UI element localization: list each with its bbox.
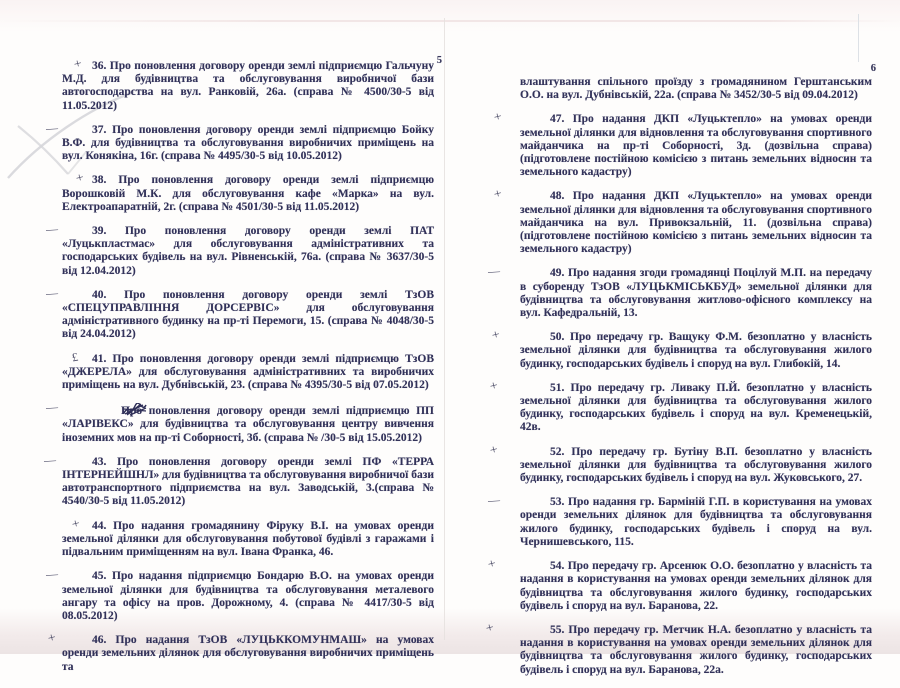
handwritten-mark: + — [74, 171, 86, 187]
agenda-item — [45, 120, 434, 164]
agenda-item-text: 55. Про передачу гр. Метчик Н.А. безоплатно у власність та надання в користування на умовах оренди земельних ділянок для будівництва та обслуговування жилого будинку, господарських будівель і споруд на вул. Баранова, 22а. — [520, 623, 872, 676]
page-number: 6 — [870, 63, 876, 74]
handwritten-mark: + — [72, 57, 84, 73]
agenda-item — [488, 442, 872, 486]
agenda-items-page-6 — [484, 76, 872, 677]
agenda-item-text: 39. Про поновлення договору оренди землі ПАТ «Луцькпластмас» для обслуговування адміністративних та господарських будівель на вул. Рівненській, 76а. (справа № 3637/30-5 від 12.04.2012) — [62, 225, 434, 277]
agenda-item-text: 41. Про поновлення договору оренди землі підприємцю ТзОВ «ДЖЕРЕЛА» для обслуговування адміністративних та виробничих приміщень на вул. Дубнівській, 23. (справа № 4395/30-5 від 07.05.2012) — [62, 352, 434, 392]
handwritten-mark: + — [486, 557, 498, 573]
agenda-item — [520, 76, 872, 102]
handwritten-mark: + — [492, 110, 504, 126]
agenda-item-text: 46. Про надання ТзОВ «ЛУЦЬККОМУНМАШ» на умовах оренди земельних ділянок для обслуговування виробничих приміщень та — [62, 634, 434, 673]
agenda-item — [492, 187, 872, 256]
agenda-items-page-5 — [43, 57, 434, 674]
agenda-item — [488, 378, 872, 435]
handwritten-mark: + — [488, 442, 500, 458]
agenda-item — [45, 285, 434, 342]
agenda-item — [486, 557, 872, 613]
agenda-item-text: 36. Про поновлення договору оренди землі підприємцю Гальчуну М.Д. для будівництва та обслуговування виробничої бази автогосподарства на вул. Ранковій, 26а. (справа № 4500/30-5 від 11.05.2012) — [62, 60, 434, 112]
agenda-item — [487, 264, 872, 320]
agenda-item-text: 44. Про надання громадянину Фіруку В.І. на умовах оренди земельної ділянки для обслуговування побутової будівлі з гаражами і підвальним приміщенням на вул. Івана Франка, 46. — [62, 519, 434, 559]
handwritten-mark: — — [45, 399, 57, 415]
agenda-item-text: 38. Про поновлення договору оренди землі підприємцю Ворошковій М.К. для обслуговування кафе «Марка» на вул. Електроапаратній, 2г. (справа № 4501/30-5 від 11.05.2012) — [62, 174, 434, 213]
page-gutter — [444, 18, 445, 640]
agenda-item — [62, 57, 434, 113]
scribbled-item-number — [92, 403, 118, 415]
handwritten-mark: — — [487, 264, 499, 279]
agenda-item-text: Про поновлення договору оренди землі підприємцю ПП «ЛАРІВЕКС» для будівництва та обслуговування центру вивчення іноземних мов на пр-ті Соборності, 3б. (справа № /30-5 від 15.05.2012) — [62, 405, 434, 444]
agenda-item-text: 48. Про надання ДКП «Луцьктепло» на умовах оренди земельної ділянки для відновлення та обслуговування спортивного майданчика на вул. Привокзальній, 11. (дозвільна справа) (підготовлене постійною комісією з питань земельних відносин та земельного кадастру) — [520, 190, 872, 256]
agenda-item-text: 53. Про надання гр. Барміній Г.П. в користування на умовах оренди земельних ділянок для будівництва та обслуговування жилого будинку, господарських будівель і споруд на вул. Чернишевського, 115. — [520, 496, 872, 548]
handwritten-mark: — — [45, 285, 57, 301]
agenda-item — [492, 110, 872, 179]
handwritten-mark: — — [487, 492, 499, 508]
agenda-item — [62, 171, 434, 214]
agenda-item-text: 54. Про передачу гр. Арсенюк О.О. безоплатно у власність та надання в користування на умовах оренди земельних ділянок для будівництва та обслуговування жилого будинку, господарських будівель і споруд на вул. Баранова, 22. — [520, 560, 872, 612]
handwritten-mark: £ — [70, 349, 80, 365]
handwritten-mark: + — [484, 620, 496, 636]
handwritten-mark: + — [70, 516, 82, 532]
page-6 — [484, 63, 876, 688]
agenda-item-text: 40. Про поновлення договору оренди землі ТзОВ «СПЕЦУПРАВЛІННЯ ДОРСЕРВІС» для обслуговування адміністративного будинку на пр-ті Перемоги, 15. (справа № 4048/30-5 від 24.04.2012) — [62, 288, 434, 341]
agenda-item-text: 52. Про передачу гр. Бутіну В.П. безоплатно у власність земельної ділянки для будівництва та обслуговування жилого будинку, господарських будівель і споруд на вул. Жуковського, 27. — [520, 445, 872, 485]
handwritten-mark: + — [490, 328, 502, 344]
agenda-item-text: 49. Про надання згоди громадянці Поцілуй М.П. на передачу в суборенду ТзОВ «ЛУЦЬКМІСЬКБУД» земельної ділянки для будівництва та обслуговування житлово-офісного комплексу на вул. Кафедральній, 13. — [520, 267, 872, 320]
agenda-item — [62, 349, 434, 393]
agenda-item-text: 47. Про надання ДКП «Луцьктепло» на умовах оренди земельної ділянки для відновлення та обслуговування спортивного майданчика на пр-ті Соборності, 3д. (дозвільна справа) (підготовлене постійною комісією з питань земельних відносин та земельного кадастру) — [520, 113, 872, 179]
agenda-item-text: влаштування спільного проїзду з громадянином Герштанським О.О. на вул. Дубнівській, 22а. (справа № 3452/30-5 від 09.04.2012) — [520, 76, 872, 102]
agenda-item-text: 37. Про поновлення договору оренди землі підприємцю Бойку В.Ф. для будівництва та обслуговування виробничих приміщень на вул. Конякіна, 16г. (справа № 4495/30-5 від 10.05.2012) — [62, 123, 434, 163]
handwritten-mark: + — [46, 631, 58, 647]
handwritten-mark: — — [45, 566, 57, 582]
agenda-item — [45, 566, 434, 623]
agenda-item — [484, 620, 872, 677]
handwritten-mark: + — [488, 378, 500, 394]
page-top-edge — [0, 20, 900, 22]
handwritten-mark: — — [45, 221, 57, 237]
agenda-item — [45, 399, 434, 445]
agenda-item-text: 50. Про передачу гр. Ващуку Ф.М. безоплатно у власність земельної ділянки для будівництва та обслуговування жилого будинку, господарських будівель і споруд на вул. Глибокій, 14. — [520, 331, 872, 370]
handwritten-mark: + — [492, 187, 504, 203]
agenda-item — [43, 452, 434, 509]
agenda-item — [487, 492, 872, 549]
agenda-item — [490, 328, 872, 371]
page-right-edge — [858, 14, 859, 62]
page-number: 5 — [436, 55, 442, 66]
agenda-item-text: 51. Про передачу гр. Ливаку П.Й. безоплатно у власність земельної ділянки для будівництва та обслуговування жилого будинку, господарських будівель і споруд на вул. Кременецькій, 42в. — [520, 381, 872, 434]
handwritten-mark: — — [43, 452, 55, 468]
page-5 — [43, 50, 442, 685]
agenda-item-text: 43. Про поновлення договору оренди землі ПФ «ТЕРРА ІНТЕРНЕЙШНЛ» для будівництва та обслуговування виробничої бази автотранспортного підприємства на вул. Заводській, 3.(справа № 4540/30-5 від 11.05.2012) — [62, 455, 434, 508]
handwritten-mark: — — [45, 120, 57, 136]
agenda-item — [62, 516, 434, 560]
agenda-item-text: 45. Про надання підприємцю Бондарю В.О. на умовах оренди земельної ділянки для будівництва та обслуговування металевого ангару та офісу на пров. Дорожному, 4. (справа № 4417/30-5 від 08.05.2012) — [62, 570, 434, 622]
agenda-item — [45, 221, 434, 278]
